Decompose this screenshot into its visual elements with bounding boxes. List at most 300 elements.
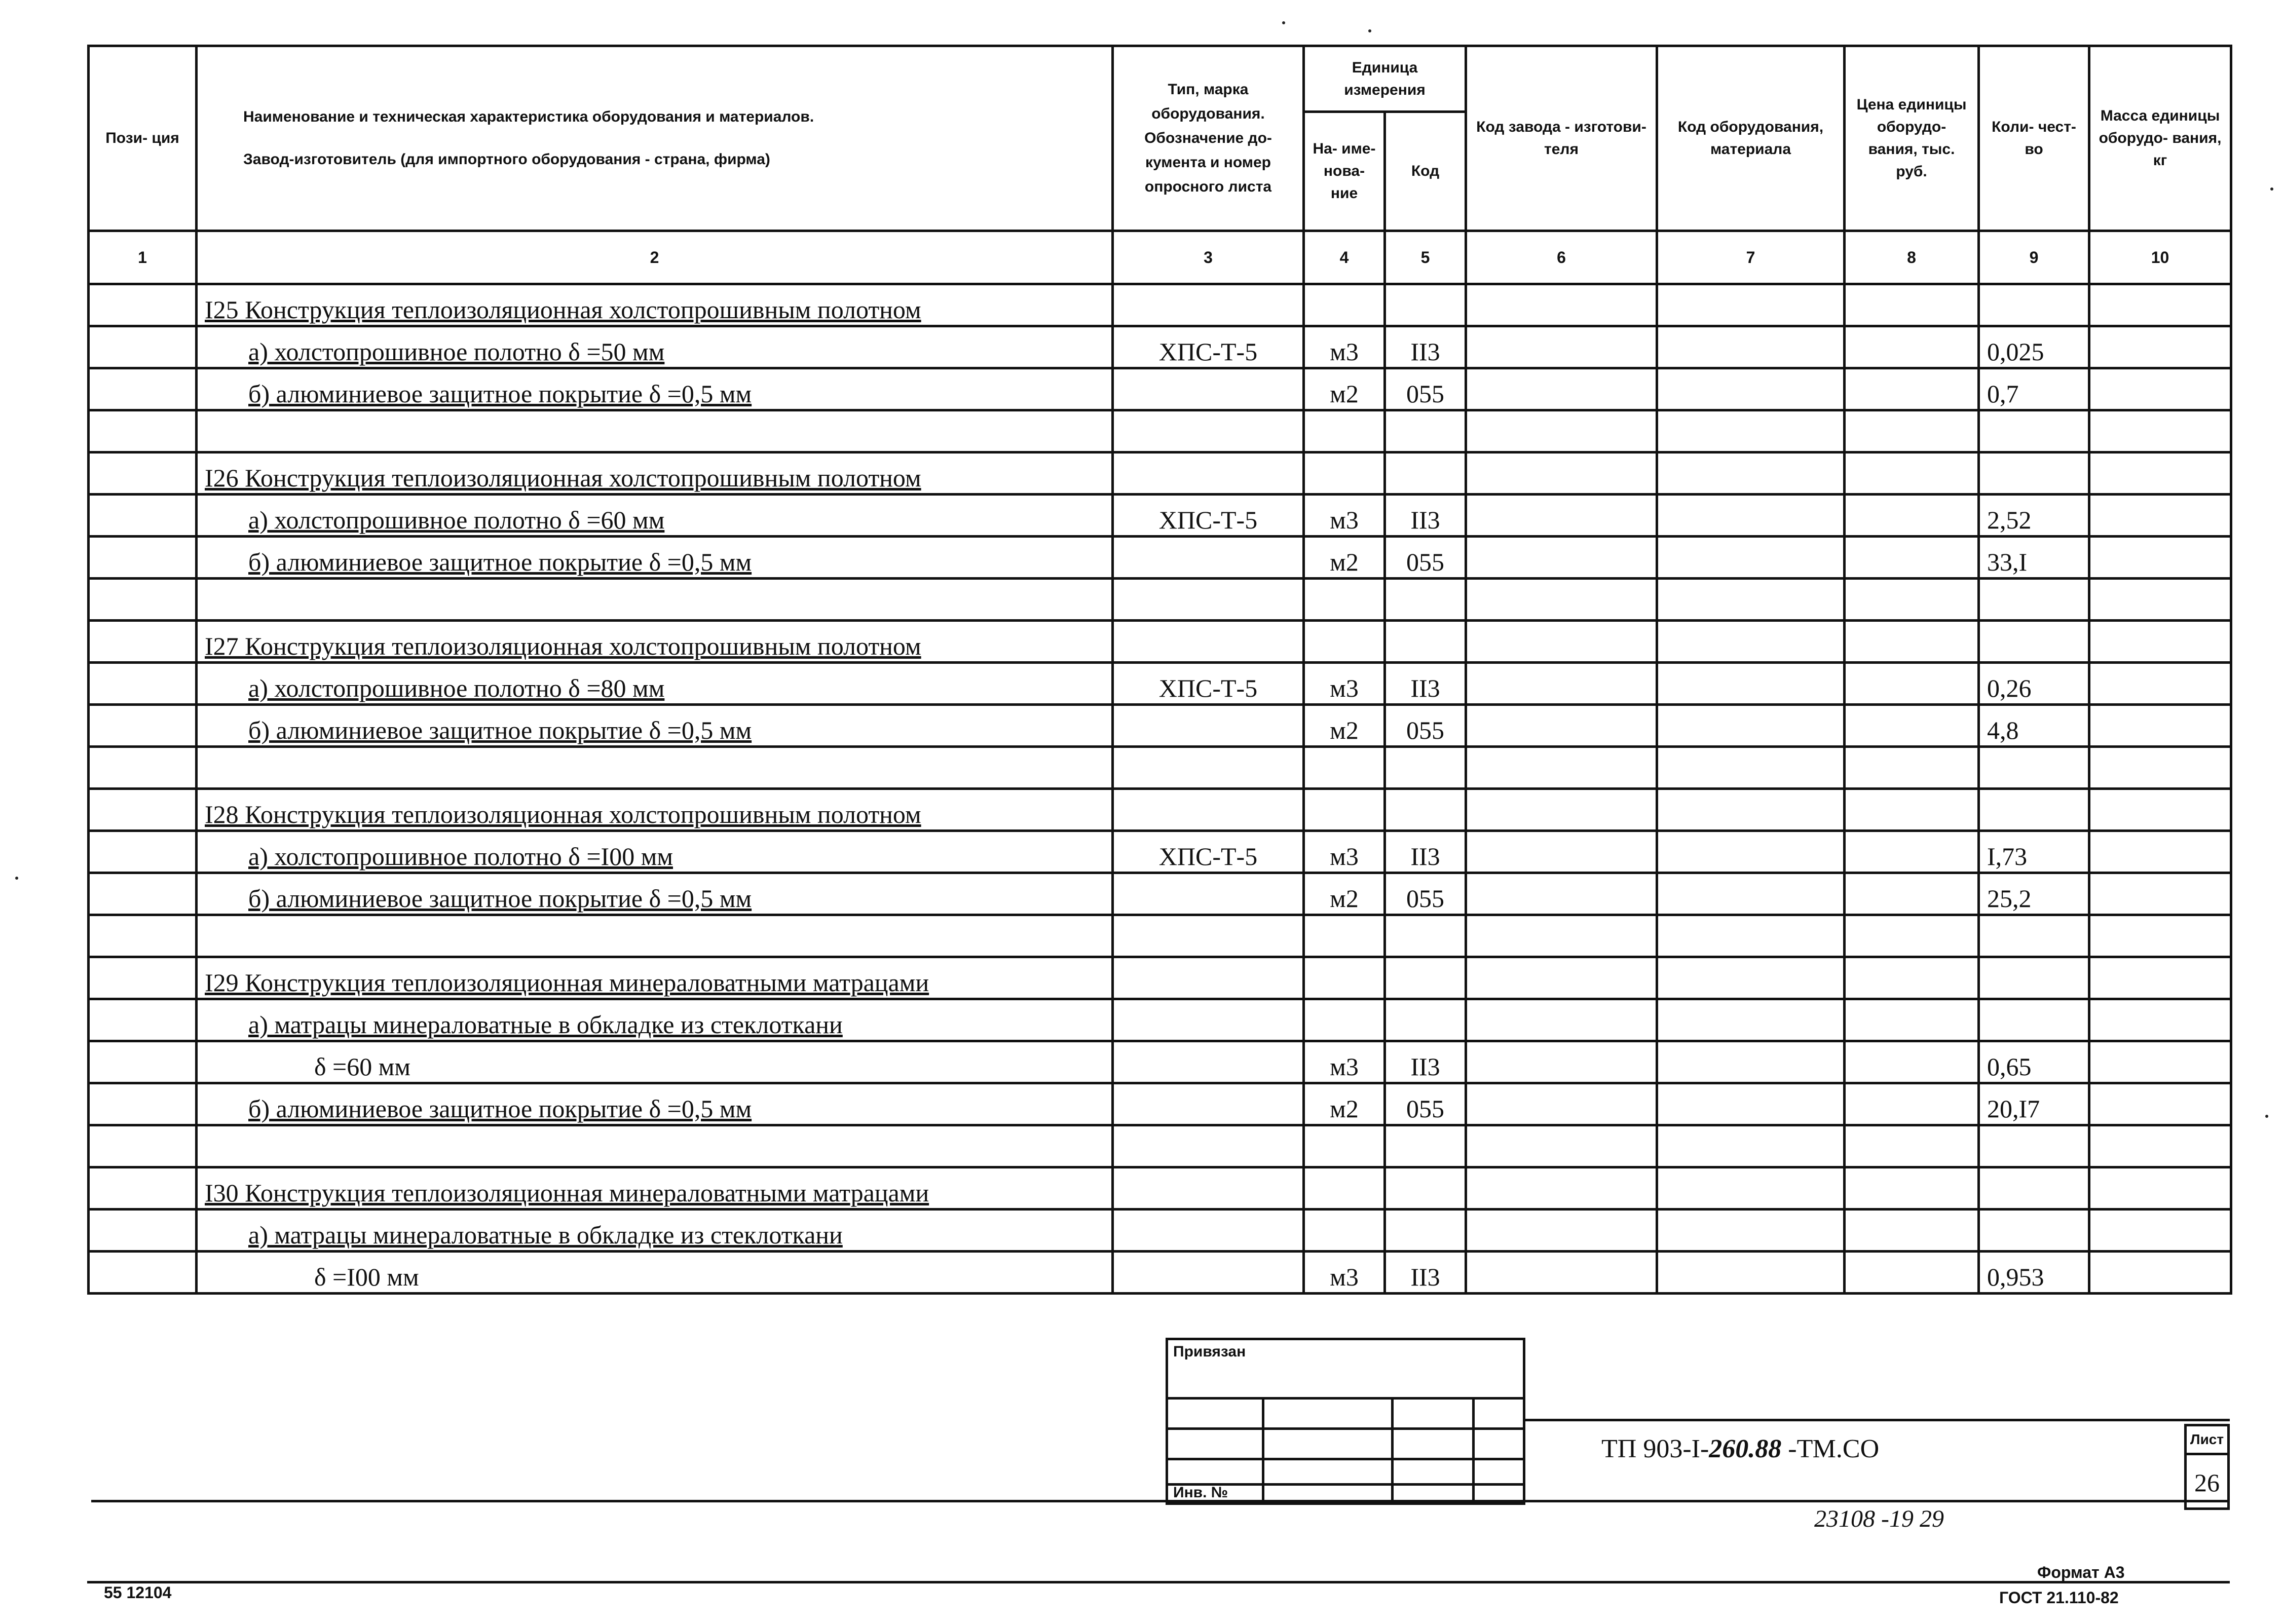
table-row [89,1167,2231,1210]
cell-quantity [1979,1210,2089,1252]
table-row [89,915,2231,957]
header-unit: Единица измерения [1304,46,1466,112]
cell-equipment-code [1657,621,1845,663]
cell-quantity: 0,7 [1979,368,2089,410]
cell-unit-code [1385,957,1466,999]
column-number: 1 [89,231,197,284]
table-row [89,621,2231,663]
cell-type [1113,579,1304,621]
cell-mass [2089,1041,2231,1083]
column-number: 2 [197,231,1113,284]
stamp-label: Привязан [1173,1343,1246,1360]
column-number: 10 [2089,231,2231,284]
cell-name: I25 Конструкция теплоизоляционная холстопрошивным полотном [197,284,1113,326]
cell-unit-code: II3 [1385,326,1466,368]
cell-price [1845,495,1979,537]
cell-unit-code: II3 [1385,663,1466,705]
header-unit-code: Код [1385,112,1466,231]
cell-unit-code [1385,452,1466,495]
cell-price [1845,1167,1979,1210]
speck [15,877,18,880]
table-row [89,368,2231,410]
cell-name: а) холстопрошивное полотно δ =60 мм [197,495,1113,537]
cell-position [89,873,197,915]
cell-name: а) матрацы минераловатные в обкладке из стеклоткани [197,999,1113,1041]
cell-price [1845,915,1979,957]
column-number: 4 [1304,231,1385,284]
table-row [89,1041,2231,1083]
cell-unit-name [1304,789,1385,831]
cell-price [1845,621,1979,663]
cell-factory-code [1466,957,1657,999]
cell-type: ХПС-Т-5 [1113,831,1304,873]
cell-unit-name: м3 [1304,663,1385,705]
cell-quantity: 20,I7 [1979,1083,2089,1125]
cell-mass [2089,915,2231,957]
cell-unit-name: м2 [1304,1083,1385,1125]
cell-factory-code [1466,831,1657,873]
cell-equipment-code [1657,410,1845,452]
cell-quantity: 2,52 [1979,495,2089,537]
cell-name: б) алюминиевое защитное покрытие δ =0,5 мм [197,705,1113,747]
cell-quantity [1979,1125,2089,1167]
cell-mass [2089,326,2231,368]
cell-factory-code [1466,368,1657,410]
cell-mass [2089,537,2231,579]
inventory-label: Инв. № [1173,1484,1228,1501]
table-row [89,663,2231,705]
cell-price [1845,999,1979,1041]
cell-unit-code [1385,579,1466,621]
cell-unit-code [1385,747,1466,789]
cell-position [89,326,197,368]
cell-price [1845,789,1979,831]
cell-mass [2089,999,2231,1041]
cell-type [1113,789,1304,831]
cell-factory-code [1466,326,1657,368]
cell-price [1845,1083,1979,1125]
cell-type [1113,915,1304,957]
cell-equipment-code [1657,831,1845,873]
cell-factory-code [1466,873,1657,915]
cell-factory-code [1466,663,1657,705]
cell-position [89,579,197,621]
cell-name: I26 Конструкция теплоизоляционная холстопрошивным полотном [197,452,1113,495]
cell-position [89,831,197,873]
cell-type: ХПС-Т-5 [1113,663,1304,705]
cell-quantity [1979,621,2089,663]
cell-unit-code: II3 [1385,495,1466,537]
cell-position [89,410,197,452]
cell-position [89,495,197,537]
cell-price [1845,873,1979,915]
cell-unit-name [1304,1210,1385,1252]
cell-quantity: 25,2 [1979,873,2089,915]
cell-factory-code [1466,915,1657,957]
cell-type [1113,537,1304,579]
cell-equipment-code [1657,915,1845,957]
cell-position [89,1252,197,1294]
bottom-rule [87,1581,2230,1583]
sheet-number: 26 [2194,1468,2220,1497]
cell-price [1845,326,1979,368]
cell-equipment-code [1657,957,1845,999]
cell-equipment-code [1657,452,1845,495]
cell-equipment-code [1657,284,1845,326]
cell-factory-code [1466,1252,1657,1294]
cell-type [1113,1083,1304,1125]
speck [2265,1115,2268,1118]
cell-type [1113,705,1304,747]
cell-price [1845,1125,1979,1167]
cell-unit-code [1385,999,1466,1041]
cell-unit-name [1304,579,1385,621]
header-mass: Масса единицы оборудо- вания, кг [2089,46,2231,231]
cell-equipment-code [1657,368,1845,410]
cell-equipment-code [1657,873,1845,915]
cell-equipment-code [1657,705,1845,747]
cell-position [89,663,197,705]
cell-position [89,368,197,410]
cell-unit-code: 055 [1385,873,1466,915]
cell-mass [2089,705,2231,747]
cell-mass [2089,495,2231,537]
cell-name: б) алюминиевое защитное покрытие δ =0,5 мм [197,873,1113,915]
cell-type [1113,999,1304,1041]
cell-unit-name [1304,747,1385,789]
cell-type [1113,284,1304,326]
cell-price [1845,284,1979,326]
cell-factory-code [1466,789,1657,831]
cell-quantity [1979,747,2089,789]
cell-mass [2089,1083,2231,1125]
cell-equipment-code [1657,663,1845,705]
cell-position [89,915,197,957]
cell-position [89,537,197,579]
table-row [89,579,2231,621]
cell-type [1113,368,1304,410]
cell-unit-name: м3 [1304,831,1385,873]
cell-name [197,579,1113,621]
cell-factory-code [1466,410,1657,452]
cell-quantity [1979,579,2089,621]
cell-type [1113,1125,1304,1167]
binding-stamp [1166,1338,1525,1505]
cell-type [1113,1167,1304,1210]
header-position: Пози- ция [89,46,197,231]
cell-price [1845,537,1979,579]
code-handwritten: 260.88 [1709,1434,1782,1463]
cell-equipment-code [1657,1167,1845,1210]
cell-mass [2089,621,2231,663]
cell-quantity [1979,452,2089,495]
cell-position [89,1125,197,1167]
table-row [89,789,2231,831]
cell-equipment-code [1657,537,1845,579]
cell-factory-code [1466,452,1657,495]
cell-equipment-code [1657,1041,1845,1083]
cell-factory-code [1466,537,1657,579]
cell-unit-code: 055 [1385,537,1466,579]
cell-quantity [1979,957,2089,999]
header-name [197,46,1113,231]
table-row [89,873,2231,915]
column-number: 6 [1466,231,1657,284]
footer-left-number: 55 12104 [104,1583,172,1602]
cell-factory-code [1466,1167,1657,1210]
table-row [89,957,2231,999]
cell-unit-name [1304,452,1385,495]
code-prefix: ТП 903-I- [1601,1434,1709,1463]
cell-quantity: 0,26 [1979,663,2089,705]
cell-name [197,915,1113,957]
cell-factory-code [1466,1210,1657,1252]
sheet-number-box [2184,1424,2230,1510]
cell-quantity [1979,999,2089,1041]
speck [1282,21,1285,24]
cell-mass [2089,452,2231,495]
cell-unit-code: II3 [1385,1252,1466,1294]
cell-unit-name [1304,1167,1385,1210]
cell-unit-name [1304,621,1385,663]
cell-unit-name [1304,284,1385,326]
cell-type [1113,1210,1304,1252]
column-number: 3 [1113,231,1304,284]
cell-mass [2089,789,2231,831]
cell-unit-name: м3 [1304,495,1385,537]
cell-factory-code [1466,705,1657,747]
speck [1368,29,1371,32]
cell-position [89,1210,197,1252]
cell-price [1845,663,1979,705]
footer-format: Формат А3 [2037,1563,2125,1581]
cell-quantity [1979,1167,2089,1210]
cell-type: ХПС-Т-5 [1113,495,1304,537]
table-row [89,747,2231,789]
cell-unit-code [1385,1210,1466,1252]
cell-unit-code: 055 [1385,368,1466,410]
cell-unit-code [1385,789,1466,831]
cell-price [1845,1252,1979,1294]
cell-name: I28 Конструкция теплоизоляционная холстопрошивным полотном [197,789,1113,831]
cell-quantity: 4,8 [1979,705,2089,747]
cell-name: δ =I00 мм [197,1252,1113,1294]
cell-position [89,957,197,999]
cell-mass [2089,410,2231,452]
cell-price [1845,705,1979,747]
table-row [89,284,2231,326]
cell-unit-name [1304,915,1385,957]
cell-quantity: 0,65 [1979,1041,2089,1083]
cell-type [1113,1041,1304,1083]
cell-equipment-code [1657,1125,1845,1167]
table-row [89,1083,2231,1125]
cell-name: а) холстопрошивное полотно δ =80 мм [197,663,1113,705]
cell-unit-name: м2 [1304,537,1385,579]
table-row [89,495,2231,537]
cell-unit-name: м3 [1304,326,1385,368]
cell-mass [2089,1210,2231,1252]
cell-factory-code [1466,579,1657,621]
cell-mass [2089,873,2231,915]
cell-price [1845,410,1979,452]
cell-unit-name [1304,1125,1385,1167]
cell-factory-code [1466,747,1657,789]
header-unit-name: На- име- нова- ние [1304,112,1385,231]
cell-position [89,621,197,663]
cell-position [89,789,197,831]
cell-type [1113,621,1304,663]
table-row [89,326,2231,368]
table-body [89,284,2231,1294]
cell-name [197,1125,1113,1167]
specification-table [87,45,2232,1295]
cell-type [1113,873,1304,915]
cell-type [1113,957,1304,999]
cell-position [89,284,197,326]
cell-factory-code [1466,621,1657,663]
cell-quantity: 33,I [1979,537,2089,579]
cell-unit-name [1304,410,1385,452]
cell-equipment-code [1657,1210,1845,1252]
cell-mass [2089,284,2231,326]
cell-type [1113,747,1304,789]
cell-factory-code [1466,999,1657,1041]
cell-unit-name [1304,957,1385,999]
cell-equipment-code [1657,747,1845,789]
column-numbers-row [89,231,2231,284]
cell-mass [2089,1125,2231,1167]
cell-unit-name: м2 [1304,873,1385,915]
cell-quantity [1979,410,2089,452]
cell-position [89,999,197,1041]
column-number: 9 [1979,231,2089,284]
table-row [89,410,2231,452]
cell-unit-code [1385,410,1466,452]
cell-equipment-code [1657,326,1845,368]
cell-type [1113,410,1304,452]
cell-unit-code [1385,284,1466,326]
column-number: 8 [1845,231,1979,284]
cell-unit-name [1304,999,1385,1041]
cell-unit-code [1385,1167,1466,1210]
cell-unit-code [1385,1125,1466,1167]
cell-equipment-code [1657,789,1845,831]
table-row [89,1210,2231,1252]
cell-name: б) алюминиевое защитное покрытие δ =0,5 мм [197,537,1113,579]
cell-mass [2089,1167,2231,1210]
cell-equipment-code [1657,1083,1845,1125]
cell-factory-code [1466,1125,1657,1167]
cell-name: а) холстопрошивное полотно δ =I00 мм [197,831,1113,873]
cell-position [89,452,197,495]
cell-quantity: I,73 [1979,831,2089,873]
cell-factory-code [1466,495,1657,537]
cell-quantity: 0,953 [1979,1252,2089,1294]
table-row [89,1252,2231,1294]
cell-position [89,705,197,747]
cell-price [1845,957,1979,999]
speck [2270,187,2273,191]
cell-name [197,410,1113,452]
cell-unit-name: м3 [1304,1041,1385,1083]
cell-name: б) алюминиевое защитное покрытие δ =0,5 мм [197,1083,1113,1125]
cell-type [1113,1252,1304,1294]
header-name-line2: Завод-изготовитель (для импортного оборудования - страна, фирма) [243,151,770,168]
cell-mass [2089,747,2231,789]
footer-gost: ГОСТ 21.110-82 [1999,1589,2119,1607]
cell-price [1845,1041,1979,1083]
code-suffix: -ТМ.СО [1781,1434,1880,1463]
cell-price [1845,452,1979,495]
cell-quantity [1979,284,2089,326]
cell-mass [2089,663,2231,705]
cell-name: а) матрацы минераловатные в обкладке из стеклоткани [197,1210,1113,1252]
handwritten-number: 23108 -19 29 [1814,1505,1944,1532]
table-row [89,705,2231,747]
cell-mass [2089,1252,2231,1294]
cell-mass [2089,957,2231,999]
cell-factory-code [1466,284,1657,326]
header-price: Цена единицы оборудо- вания, тыс. руб. [1845,46,1979,231]
column-number: 7 [1657,231,1845,284]
cell-equipment-code [1657,579,1845,621]
header-name-line1: Наименование и техническая характеристика оборудования и материалов. [243,108,814,125]
cell-price [1845,1210,1979,1252]
cell-equipment-code [1657,495,1845,537]
sheet-label: Лист [2187,1426,2227,1455]
cell-unit-code [1385,915,1466,957]
cell-position [89,1083,197,1125]
cell-position [89,747,197,789]
cell-mass [2089,831,2231,873]
cell-unit-name: м2 [1304,368,1385,410]
table-row [89,537,2231,579]
cell-name: б) алюминиевое защитное покрытие δ =0,5 мм [197,368,1113,410]
table-row [89,999,2231,1041]
table-row [89,452,2231,495]
cell-price [1845,747,1979,789]
cell-unit-code: II3 [1385,1041,1466,1083]
cell-mass [2089,579,2231,621]
cell-unit-name: м3 [1304,1252,1385,1294]
cell-type: ХПС-Т-5 [1113,326,1304,368]
cell-name [197,747,1113,789]
table-row [89,831,2231,873]
column-number: 5 [1385,231,1466,284]
cell-equipment-code [1657,1252,1845,1294]
cell-position [89,1041,197,1083]
cell-name: I29 Конструкция теплоизоляционная минераловатными матрацами [197,957,1113,999]
cell-quantity [1979,915,2089,957]
cell-unit-code: 055 [1385,705,1466,747]
cell-unit-code [1385,621,1466,663]
cell-equipment-code [1657,999,1845,1041]
cell-quantity: 0,025 [1979,326,2089,368]
cell-unit-code: II3 [1385,831,1466,873]
cell-factory-code [1466,1041,1657,1083]
cell-type [1113,452,1304,495]
header-factory-code: Код завода - изготови- теля [1466,46,1657,231]
header-type: Тип, марка оборудования. Обозначение до- кумента и номер опросного листа [1113,46,1304,231]
cell-name: а) холстопрошивное полотно δ =50 мм [197,326,1113,368]
cell-factory-code [1466,1083,1657,1125]
header-equipment-code: Код оборудования, материала [1657,46,1845,231]
cell-position [89,1167,197,1210]
cell-name: I27 Конструкция теплоизоляционная холстопрошивным полотном [197,621,1113,663]
cell-price [1845,579,1979,621]
document-code [1601,1434,1879,1464]
